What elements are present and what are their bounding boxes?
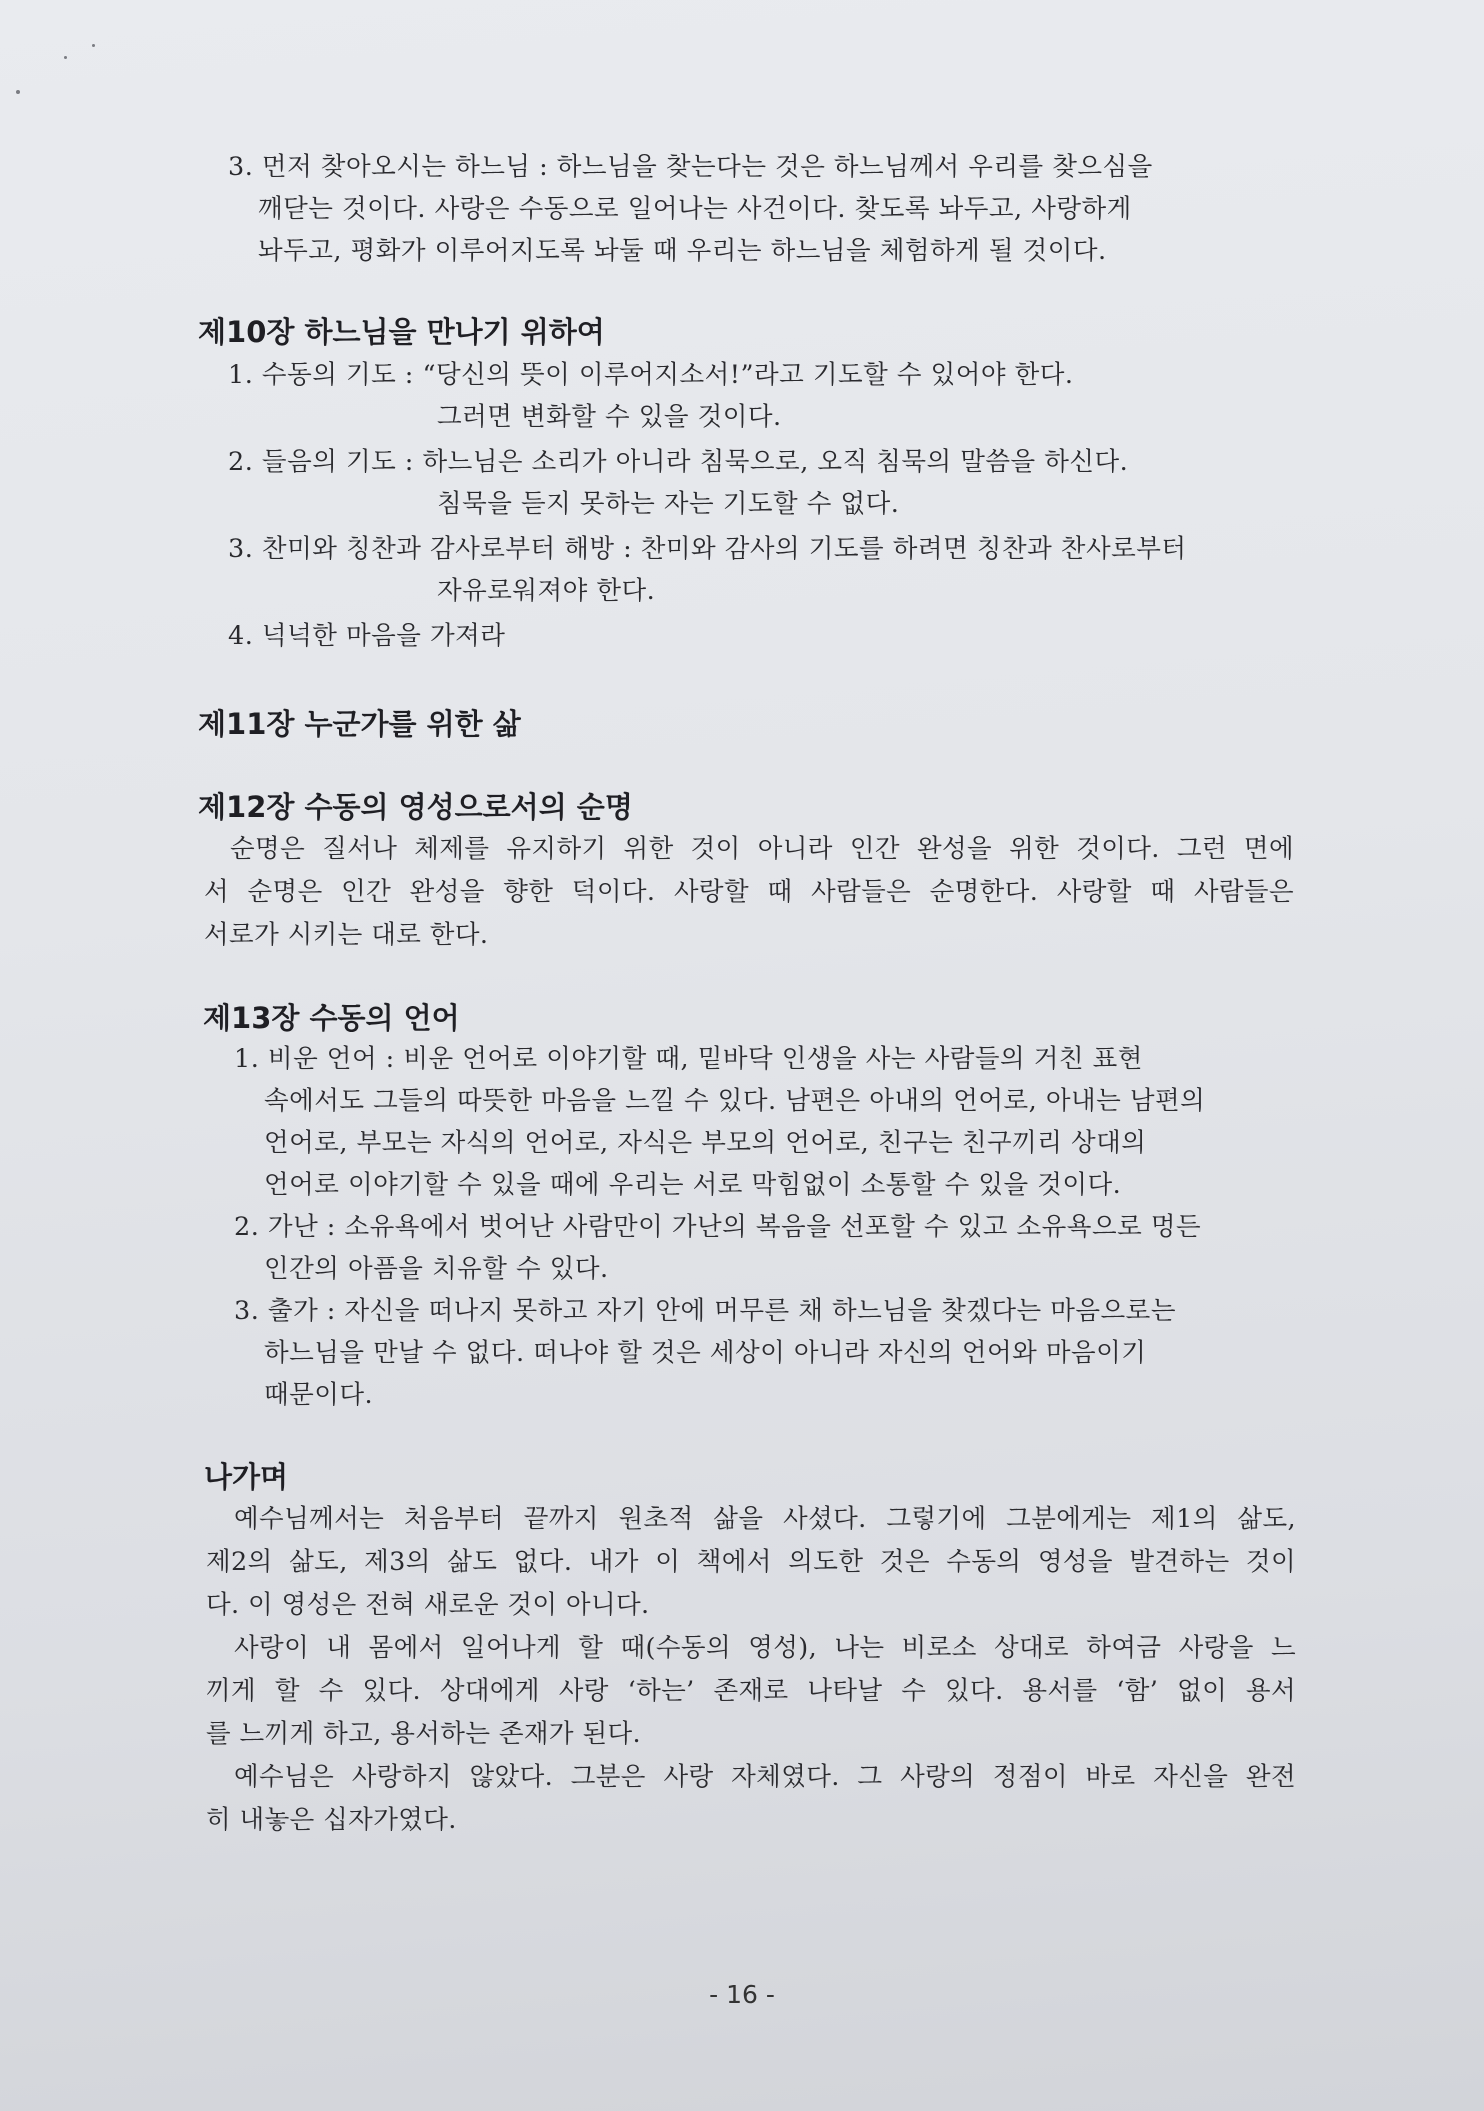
- prev-chapter-item-3: [228, 146, 1153, 272]
- chapter-12-paragraph: [204, 828, 1294, 957]
- paragraph-line: 를 느끼게 하고, 용서하는 존재가 된다.: [206, 1719, 642, 1749]
- chapter-13-title: 제13장 수동의 언어: [203, 1001, 460, 1035]
- paragraph-line: 히 내놓은 십자가였다.: [206, 1805, 457, 1835]
- item-3-line: 하느님을 만날 수 없다. 떠나야 할 것은 세상이 아니라 자신의 언어와 마음이기: [264, 1338, 1147, 1368]
- item-2-line: 인간의 아픔을 치유할 수 있다.: [264, 1254, 609, 1284]
- page-number: - 16 -: [709, 1980, 775, 2009]
- item-1-line: 그러면 변화할 수 있을 것이다.: [437, 402, 782, 432]
- chapter-12-title: 제12장 수동의 영성으로서의 순명: [198, 790, 633, 824]
- paragraph-line: 예수님께서는 처음부터 끝까지 원초적 삶을 사셨다. 그렇기에 그분에게는 제1의 삶도,: [234, 1504, 1296, 1534]
- paragraph-line: 서 순명은 인간 완성을 향한 덕이다. 사랑할 때 사람들은 순명한다. 사랑할 때 사람들은: [204, 877, 1294, 907]
- item-1-line: 1. 비운 언어 : 비운 언어로 이야기할 때, 밑바닥 인생을 사는 사람들의 거친 표현: [234, 1044, 1143, 1074]
- item-3-line: 때문이다.: [264, 1380, 374, 1410]
- paragraph-line: 순명은 질서나 체제를 유지하기 위한 것이 아니라 인간 완성을 위한 것이다. 그런 면에: [230, 834, 1294, 864]
- paper-speck: [64, 56, 67, 59]
- chapter-10-title: 제10장 하느님을 만나기 위하여: [198, 315, 605, 349]
- item-3-line: 자유로워져야 한다.: [437, 576, 656, 606]
- item-2-line: 2. 들음의 기도 : 하느님은 소리가 아니라 침묵으로, 오직 침묵의 말씀을 하신다.: [228, 447, 1129, 477]
- item-3-line: 3. 출가 : 자신을 떠나지 못하고 자기 안에 머무른 채 하느님을 찾겠다는 마음으로는: [234, 1296, 1176, 1326]
- item-1-line: 1. 수동의 기도 : “당신의 뜻이 이루어지소서!”라고 기도할 수 있어야 한다.: [228, 360, 1074, 390]
- item-line: 3. 먼저 찾아오시는 하느님 : 하느님을 찾는다는 것은 하느님께서 우리를 찾으심을: [228, 152, 1153, 182]
- closing-title: 나가며: [204, 1460, 289, 1494]
- item-line: 깨닫는 것이다. 사랑은 수동으로 일어나는 사건이다. 찾도록 놔두고, 사랑하게: [258, 194, 1132, 224]
- chapter-10-items: [228, 354, 1186, 657]
- paragraph-line: 서로가 시키는 대로 한다.: [204, 920, 489, 950]
- paragraph-line: 예수님은 사랑하지 않았다. 그분은 사랑 자체였다. 그 사랑의 정점이 바로 자신을 완전: [234, 1762, 1296, 1792]
- item-1-line: 언어로 이야기할 수 있을 때에 우리는 서로 막힘없이 소통할 수 있을 것이다.: [264, 1170, 1122, 1200]
- paragraph-line: 끼게 할 수 있다. 상대에게 사랑 ‘하는’ 존재로 나타날 수 있다. 용서를 ‘함’ 없이 용서: [206, 1676, 1296, 1706]
- chapter-11-title: 제11장 누군가를 위한 삶: [198, 707, 521, 741]
- item-1-line: 언어로, 부모는 자식의 언어로, 자식은 부모의 언어로, 친구는 친구끼리 상대의: [264, 1128, 1147, 1158]
- paragraph-line: 사랑이 내 몸에서 일어나게 할 때(수동의 영성), 나는 비로소 상대로 하여금 사랑을 느: [234, 1633, 1296, 1663]
- item-3-line: 3. 찬미와 칭찬과 감사로부터 해방 : 찬미와 감사의 기도를 하려면 칭찬과 찬사로부터: [228, 534, 1187, 564]
- item-1-line: 속에서도 그들의 따뜻한 마음을 느낄 수 있다. 남편은 아내의 언어로, 아내는 남편의: [264, 1086, 1206, 1116]
- paper-speck: [16, 90, 20, 94]
- chapter-13-items: [234, 1038, 1205, 1416]
- item-2-line: 침묵을 듣지 못하는 자는 기도할 수 없다.: [437, 489, 900, 519]
- item-line: 놔두고, 평화가 이루어지도록 놔둘 때 우리는 하느님을 체험하게 될 것이다.: [258, 236, 1107, 266]
- paragraph-line: 제2의 삶도, 제3의 삶도 없다. 내가 이 책에서 의도한 것은 수동의 영성을 발견하는 것이: [206, 1547, 1296, 1577]
- closing-paragraphs: [206, 1498, 1296, 1842]
- paper-speck: [92, 44, 95, 47]
- item-2-line: 2. 가난 : 소유욕에서 벗어난 사람만이 가난의 복음을 선포할 수 있고 소유욕으로 멍든: [234, 1212, 1202, 1242]
- item-4-line: 4. 넉넉한 마음을 가져라: [228, 621, 506, 651]
- paragraph-line: 다. 이 영성은 전혀 새로운 것이 아니다.: [206, 1590, 650, 1620]
